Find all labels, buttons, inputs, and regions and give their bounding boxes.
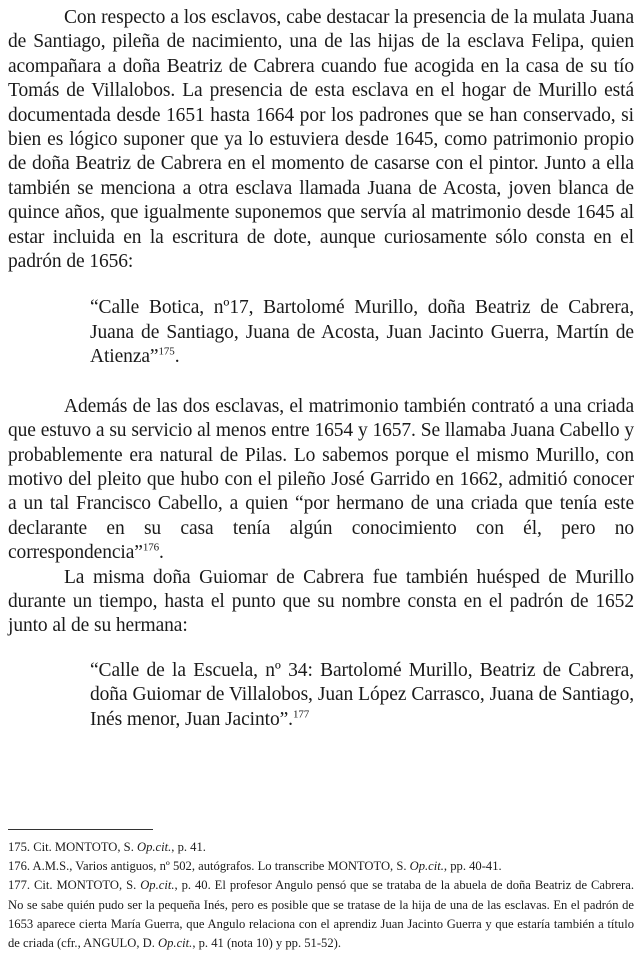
footnote-text: , p. 41. xyxy=(171,840,206,854)
footnote-italic: Op.cit. xyxy=(140,878,175,893)
quote-calle-escuela xyxy=(90,659,634,732)
footnote-177 xyxy=(8,876,634,953)
paragraph-criada: Además de las dos esclavas, el matrimonio también contrató a una criada que estuvo a su servicio al menos entre 1654 y 1657. Se llamaba Juana Cabello y probablemente era natural de Pilas. Lo sabemos porque el mismo Murillo, con motivo del pleito que hubo con el pileño José Garrido en 1662, admitió conocer a un tal Francisco Cabello, a quien “por hermano de una criada que tenía este declarante en su casa tenía algún conocimiento con él, pero no correspondencia”$^{176}$. xyxy=(8,395,634,564)
footnote-text: 175. Cit. MONTOTO, S. xyxy=(8,840,137,854)
footnote-text: , p. 40. El profesor Angulo pensó que se trataba de la abuela de doña Beatriz de Cabrera. No se sabe quién pudo ser la pequeña Inés, pero es posible que se tratase de la hija de una de las esclavas. En el padrón de 1653 aparece cierta María Guerra, que Angulo relaciona con el aprendiz Juan Jacinto Guerra y que estaría también a título de criada (cfr., ANGULO, D. xyxy=(8,878,634,951)
footnote-separator xyxy=(8,829,153,830)
quote-calle-botica: “Calle Botica, nº17, Bartolomé Murillo, doña Beatriz de Cabrera, Juana de Santiago, Juana de Acosta, Juan Jacinto Guerra, Martín de Atienza”$^{175}$. xyxy=(90,297,634,368)
footnote-text: 176. A.M.S., Varios antiguos, nº 502, autógrafos. Lo transcribe MONTOTO, S. xyxy=(8,859,410,874)
footnote-italic: Op.cit. xyxy=(158,936,193,951)
footnote-text: , p. 41 (nota 10) y pp. 51-52). xyxy=(192,936,341,951)
paragraph-text: Además de las dos esclavas, el matrimonio también contrató a una criada que estuvo a su servicio al menos entre 1654 y 1657. Se llamaba Juana Cabello y probablemente era natural de Pilas. Lo sabemos porque el mismo Murillo, con motivo del pleito que hubo con el pileño José Garrido en 1662, admitió conocer a un tal Francisco Cabello, a quien “por hermano de una criada que tenía este declarante en su casa tenía algún conocimiento con él, pero no correspondencia” xyxy=(8,395,634,564)
footnote-ref-176: 176 xyxy=(142,541,160,554)
footnote-ref-177: 177 xyxy=(292,708,310,721)
quote-text: “Calle de la Escuela, nº 34: Bartolomé Murillo, Beatriz de Cabrera, doña Guiomar de Villalobos, Juan López Carrasco, Juana de Santiago, Inés menor, Juan Jacinto”. xyxy=(90,659,634,730)
paragraph-esclavos: Con respecto a los esclavos, cabe destacar la presencia de la mulata Juana de Santiago, pileña de nacimiento, una de las hijas de la esclava Felipa, quien acompañara a doña Beatriz de Cabrera cuando fue acogida en la casa de su tío Tomás de Villalobos. La presencia de esta esclava en el hogar de Murillo está documentada desde 1651 hasta 1664 por los padrones que se han conservado, si bien es lógico suponer que ya lo estuviera desde 1645, como patrimonio propio de doña Beatriz de Cabrera en el momento de casarse con el pintor. Junto a ella también se menciona a otra esclava llamada Juana de Acosta, joven blanca de quince años, que igualmente suponemos que servía al matrimonio desde 1645 al estar incluida en la escritura de dote, aunque curiosamente sólo consta en el padrón de 1656: xyxy=(8,7,634,273)
footnote-176 xyxy=(8,857,634,876)
paragraph-guiomar: La misma doña Guiomar de Cabrera fue también huésped de Murillo durante un tiempo, hasta el punto que su nombre consta en el padrón de 1652 junto al de su hermana: xyxy=(8,566,634,637)
footnote-italic: Op.cit. xyxy=(409,859,444,874)
footnote-text: , pp. 40-41. xyxy=(443,859,502,874)
footnote-italic: Op.cit. xyxy=(137,840,172,854)
footnote-text: 177. Cit. MONTOTO, S. xyxy=(8,878,141,893)
footnotes xyxy=(8,838,634,953)
footnote-175 xyxy=(8,838,634,857)
document-page xyxy=(8,6,634,732)
quote-text: “Calle Botica, nº17, Bartolomé Murillo, doña Beatriz de Cabrera, Juana de Santiago, Juana de Acosta, Juan Jacinto Guerra, Martín de Atienza” xyxy=(90,297,634,368)
footnote-ref-175: 175 xyxy=(158,345,175,358)
